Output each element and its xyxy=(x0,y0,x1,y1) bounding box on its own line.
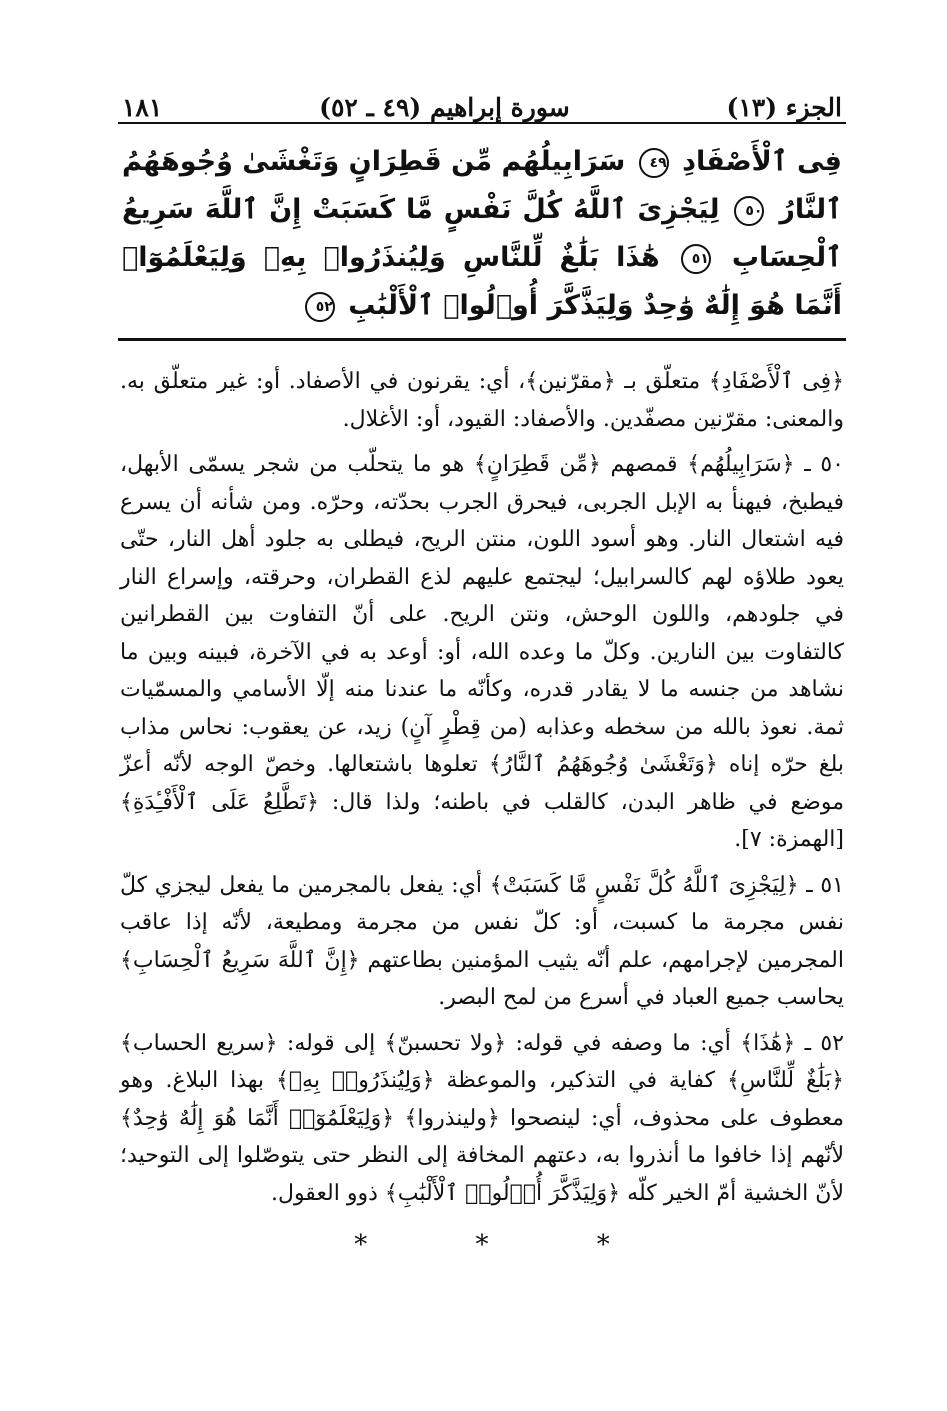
verse-text: سَرَابِيلُهُم مِّن قَطِرَانٍ وَتَغْشَىٰ وُجُوهَهُمُ ٱلنَّارُ xyxy=(122,146,842,225)
juz-label: الجزء (١٣) xyxy=(726,93,842,122)
verse-number-marker: ٥٠ xyxy=(734,196,764,226)
commentary-paragraph: ٥٢ ـ ﴿هَٰذَا﴾ أي: ما وصفه في قوله: ﴿ولا تحسبنّ﴾ إلى قوله: ﴿سريع الحساب﴾ ﴿بَلَٰغٌ لِّلنَّاسِ﴾ كفاية في التذكير، والموعظة ﴿وَلِيُنذَرُوا۟ بِهِۦ﴾ بهذا البلاغ. وهو معطوف على محذوف، أي: لينصحوا ﴿ولينذروا﴾ ﴿وَلِيَعْلَمُوٓا۟ أَنَّمَا هُوَ إِلَٰهٌ وَٰحِدٌ﴾ لأنّهم إذا خافوا ما أنذروا به، دعتهم المخافة إلى النظر حتى يتوصّلوا إلى التوحيد؛ لأنّ الخشية أمّ الخير كلّه ﴿وَلِيَذَّكَّرَ أُو۟لُوا۟ ٱلْأَلْبَٰبِ﴾ ذوو العقول. xyxy=(120,1030,844,1206)
page-number: ١٨١ xyxy=(122,93,163,122)
verse-number-marker: ٥٢ xyxy=(305,292,335,322)
book-page xyxy=(118,78,846,1260)
verse-number-marker: ٤٩ xyxy=(639,148,669,178)
surah-title: سورة إبراهيم (٤٩ ـ ٥٢) xyxy=(319,93,570,122)
verse-text: فِى ٱلْأَصْفَادِ xyxy=(682,146,842,177)
commentary-body xyxy=(118,363,846,1212)
verse-text: لِيَجْزِىَ ٱللَّهُ كُلَّ نَفْسٍ مَّا كَسَبَتْ إِنَّ ٱللَّهَ سَرِيعُ ٱلْحِسَابِ xyxy=(122,194,842,273)
commentary-paragraph: ﴿فِى ٱلْأَصْفَادِ﴾ متعلّق بـ ﴿مقرّنين﴾، أي: يقرنون في الأصفاد. أو: غير متعلّق به. والمعنى: مقرّنين مصفّدين. والأصفاد: القيود، أو: الأغلال. xyxy=(120,369,844,432)
commentary-paragraph: ٥١ ـ ﴿لِيَجْزِىَ ٱللَّهُ كُلَّ نَفْسٍ مَّا كَسَبَتْ﴾ أي: يفعل بالمجرمين ما يفعل ليجزي كلّ نفس مجرمة ما كسبت، أو: كلّ نفس من مجرمة ومطيعة، لأنّه إذا عاقب المجرمين لإجرامهم، علم أنّه يثيب المؤمنين بطاعتهم ﴿إِنَّ ٱللَّهَ سَرِيعُ ٱلْحِسَابِ﴾ يحاسب جميع العباد في أسرع من لمح البصر. xyxy=(120,872,844,1010)
quran-verses xyxy=(118,138,846,341)
page-header xyxy=(118,78,846,124)
section-separator: * * * xyxy=(354,1230,660,1260)
commentary-paragraph: ٥٠ ـ ﴿سَرَابِيلُهُم﴾ قمصهم ﴿مِّن قَطِرَانٍ﴾ هو ما يتحلّب من شجر يسمّى الأبهل، فيطبخ، فيهنأ به الإبل الجربى، فيحرق الجرب بحدّته، وحرّه. ومن شأنه أن يسرع فيه اشتعال النار. وهو أسود اللون، منتن الريح، فيطلى به جلود أهل النار، حتّى يعود طلاؤه لهم كالسرابيل؛ ليجتمع عليهم لذع القطران، وحرقته، وإسراع النار في جلودهم، واللون الوحش، ونتن الريح. على أنّ التفاوت بين القطرانين كالتفاوت بين النارين. وكلّ ما وعده الله، أو: أوعد به في الآخرة، فبينه وبين ما نشاهد من جنسه ما لا يقادر قدره، وكأنّه ما عندنا منه إلّا الأسامي والمسمّيات ثمة. نعوذ بالله من سخطه وعذابه (من قِطْرٍ آنٍ) زيد، عن يعقوب: نحاس مذاب بلغ حرّه إناه ﴿وَتَغْشَىٰ وُجُوهَهُمُ ٱلنَّارُ﴾ تعلوها باشتعالها. وخصّ الوجه لأنّه أعزّ موضع في ظاهر البدن، كالقلب في باطنه؛ ولذا قال: ﴿تَطَّلِعُ عَلَى ٱلْأَفْـِٔدَةِ﴾ [الهمزة: ٧]. xyxy=(120,452,844,852)
verse-number-marker: ٥١ xyxy=(681,244,711,274)
verse-text: هَٰذَا بَلَٰغٌ لِّلنَّاسِ وَلِيُنذَرُوا۟ بِهِۦ وَلِيَعْلَمُوٓا۟ أَنَّمَا هُوَ إِلَٰهٌ وَٰحِدٌ وَلِيَذَّكَّرَ أُو۟لُوا۟ ٱلْأَلْبَٰبِ xyxy=(122,242,842,321)
